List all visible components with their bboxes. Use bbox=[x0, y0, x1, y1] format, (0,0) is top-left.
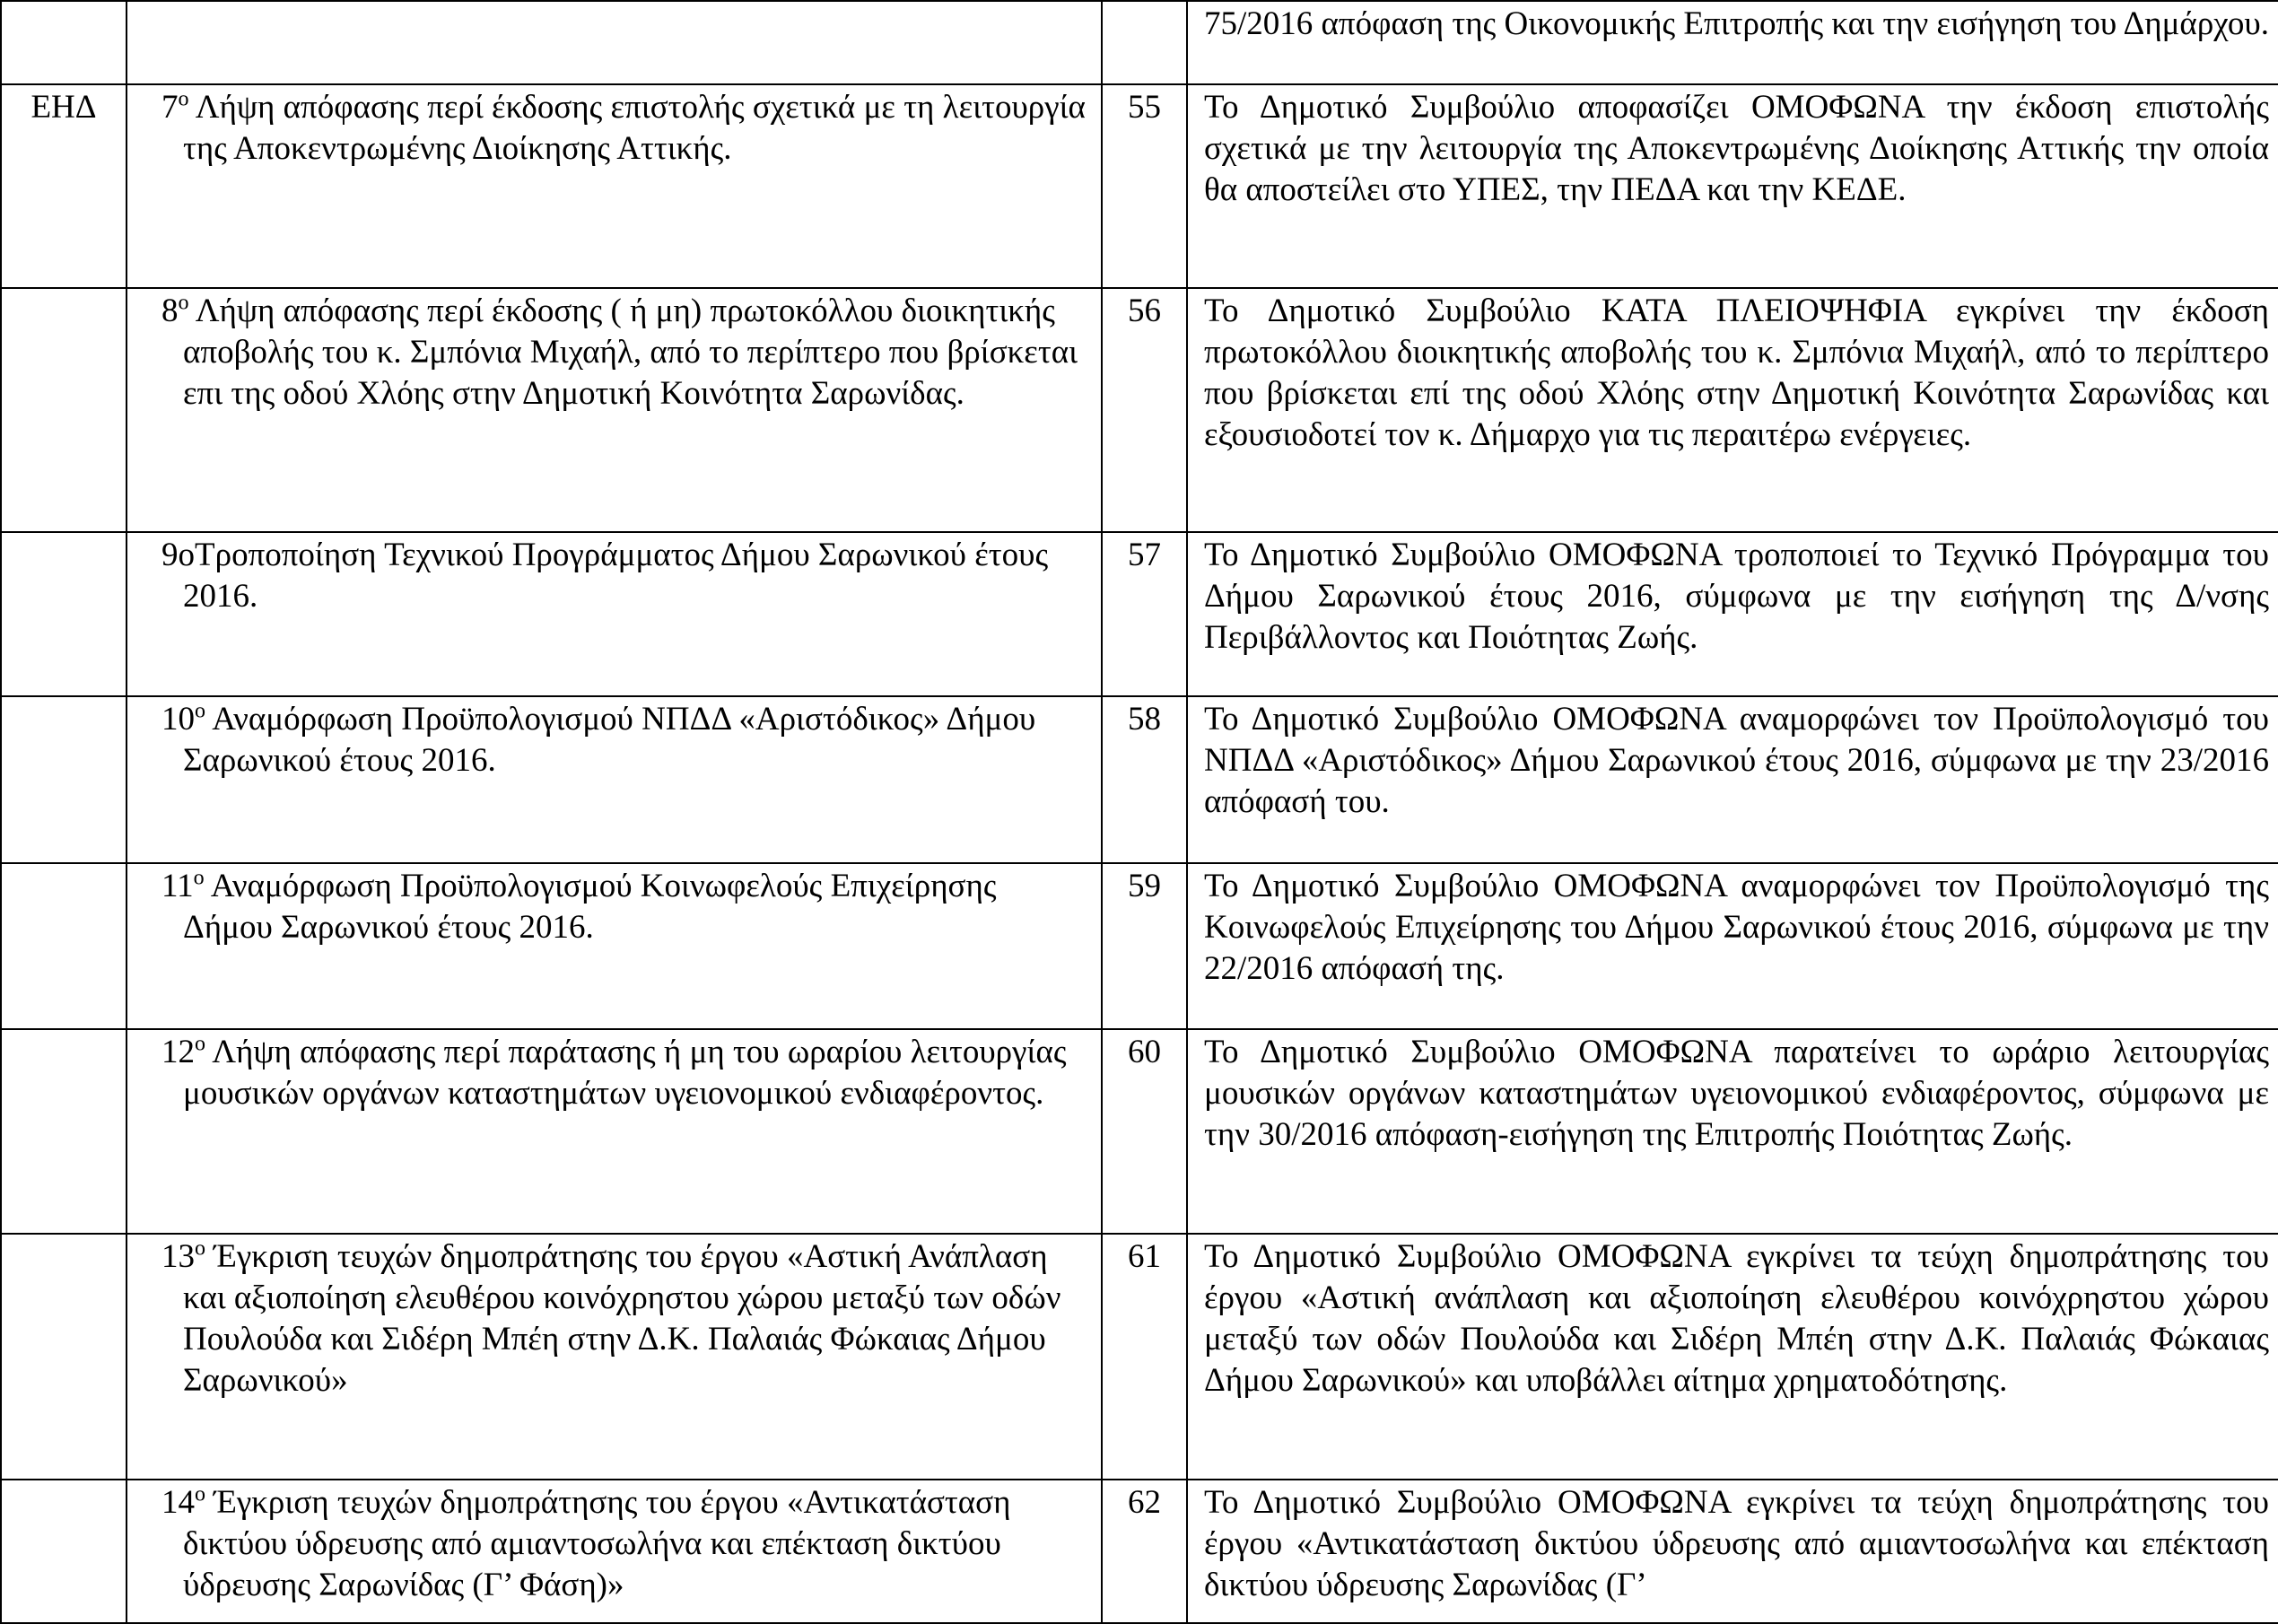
unit-cell bbox=[1, 288, 127, 532]
decision-text: Το Δημοτικό Συμβούλιο ΟΜΟΦΩΝΑ αναμορφώνει τον Προϋπολογισμό της Κοινωφελούς Επιχείρησης του Δήμου Σαρωνικού έτους 2016, σύμφωνα με την 22/2016 απόφασή της. bbox=[1204, 868, 2269, 987]
number-cell bbox=[1102, 1029, 1187, 1234]
subject-cell bbox=[127, 84, 1102, 288]
table-row bbox=[1, 1480, 2278, 1623]
item-ordinal: 8 bbox=[161, 292, 179, 329]
number-cell bbox=[1102, 1, 1187, 84]
decision-text: 75/2016 απόφαση της Οικονομικής Επιτροπής και την εισήγηση του Δημάρχου. bbox=[1204, 5, 2269, 42]
decision-cell bbox=[1187, 1480, 2278, 1623]
decision-number: 59 bbox=[1128, 868, 1161, 904]
decision-cell bbox=[1187, 1029, 2278, 1234]
decision-text: Το Δημοτικό Συμβούλιο ΟΜΟΦΩΝΑ παρατείνει το ωράριο λειτουργίας μουσικών οργάνων καταστημάτων υγειονομικού ενδιαφέροντος, σύμφωνα με την 30/2016 απόφαση-εισήγηση της Επιτροπής Ποιότητας Ζωής. bbox=[1204, 1034, 2269, 1153]
subject-label: Αναμόρφωση Προϋπολογισμού ΝΠΔΔ «Αριστόδικος» Δήμου Σαρωνικού έτους 2016. bbox=[183, 701, 1036, 779]
subject-text bbox=[149, 533, 1101, 617]
ordinal-suffix: ο bbox=[195, 1236, 205, 1261]
decision-cell bbox=[1187, 696, 2278, 863]
subject-cell bbox=[127, 1, 1102, 84]
decision-text: Το Δημοτικό Συμβούλιο αποφασίζει ΟΜΟΦΩΝΑ την έκδοση επιστολής σχετικά με την λειτουργία της Αποκεντρωμένης Διοίκησης Αττικής την οποία θα αποστείλει στο ΥΠΕΣ, την ΠΕΔΑ και την ΚΕΔΕ. bbox=[1204, 89, 2269, 208]
decision-cell bbox=[1187, 288, 2278, 532]
decision-number: 62 bbox=[1128, 1484, 1161, 1521]
unit-cell bbox=[1, 863, 127, 1029]
item-ordinal: 7 bbox=[161, 89, 179, 126]
subject-cell bbox=[127, 1480, 1102, 1623]
subject-cell bbox=[127, 288, 1102, 532]
subject-text bbox=[149, 1030, 1101, 1114]
subject-text bbox=[149, 289, 1101, 415]
decision-number: 57 bbox=[1128, 537, 1161, 573]
item-ordinal: 14 bbox=[161, 1484, 195, 1521]
decision-number: 55 bbox=[1128, 89, 1161, 126]
subject-text bbox=[149, 864, 1101, 948]
unit-label: ΕΗΔ bbox=[31, 89, 97, 126]
table-row bbox=[1, 532, 2278, 696]
table-row bbox=[1, 863, 2278, 1029]
number-cell bbox=[1102, 1234, 1187, 1480]
subject-label: Αναμόρφωση Προϋπολογισμού Κοινωφελούς Επιχείρησης Δήμου Σαρωνικού έτους 2016. bbox=[183, 868, 997, 946]
subject-cell bbox=[127, 863, 1102, 1029]
unit-cell bbox=[1, 1234, 127, 1480]
decision-number: 58 bbox=[1128, 701, 1161, 738]
unit-cell bbox=[1, 84, 127, 288]
decision-cell bbox=[1187, 1, 2278, 84]
subject-text bbox=[149, 85, 1101, 170]
item-ordinal: 13 bbox=[161, 1238, 195, 1275]
table-row bbox=[1, 84, 2278, 288]
item-ordinal: 11 bbox=[161, 868, 194, 904]
ordinal-suffix: ο bbox=[178, 291, 189, 315]
decision-cell bbox=[1187, 532, 2278, 696]
unit-cell bbox=[1, 696, 127, 863]
table-row bbox=[1, 696, 2278, 863]
subject-label: Έγκριση τευχών δημοπράτησης του έργου «Αντικατάσταση δικτύου ύδρευσης από αμιαντοσωλήνα και επέκταση δικτύου ύδρευσης Σαρωνίδας (Γ’ Φάση)» bbox=[183, 1484, 1011, 1603]
decision-cell bbox=[1187, 84, 2278, 288]
decision-number: 56 bbox=[1128, 292, 1161, 329]
ordinal-suffix: ο bbox=[195, 699, 205, 723]
unit-cell bbox=[1, 1029, 127, 1234]
ordinal-suffix: ο bbox=[195, 1032, 205, 1056]
subject-cell bbox=[127, 1234, 1102, 1480]
number-cell bbox=[1102, 84, 1187, 288]
unit-label bbox=[2, 2, 126, 4]
item-ordinal: 10 bbox=[161, 701, 195, 738]
decision-text: Το Δημοτικό Συμβούλιο ΟΜΟΦΩΝΑ εγκρίνει τα τεύχη δημοπράτησης του έργου «Αστική ανάπλαση και αξιοποίηση ελευθέρου κοινόχρηστου χώρου μεταξύ των οδών Πουλούδα και Σιδέρη Μπέη στην Δ.Κ. Παλαιάς Φώκαιας Δήμου Σαρωνικού» και υποβάλλει αίτημα χρηματοδότησης. bbox=[1204, 1238, 2269, 1399]
subject-text bbox=[149, 697, 1101, 781]
decision-text: Το Δημοτικό Συμβούλιο ΟΜΟΦΩΝΑ τροποποιεί το Τεχνικό Πρόγραμμα του Δήμου Σαρωνικού έτους 2016, σύμφωνα με την εισήγηση της Δ/νσης Περιβάλλοντος και Ποιότητας Ζωής. bbox=[1204, 537, 2269, 656]
decision-text: Το Δημοτικό Συμβούλιο ΟΜΟΦΩΝΑ εγκρίνει τα τεύχη δημοπράτησης του έργου «Αντικατάσταση δικτύου ύδρευσης από αμιαντοσωλήνα και επέκταση δικτύου ύδρευσης Σαρωνίδας (Γ’ bbox=[1204, 1484, 2269, 1603]
subject-label: Λήψη απόφασης περί έκδοσης επιστολής σχετικά με τη λειτουργία της Αποκεντρωμένης Διοίκησης Αττικής. bbox=[183, 89, 1086, 167]
subject-label: Έγκριση τευχών δημοπράτησης του έργου «Αστική Ανάπλαση και αξιοποίηση ελευθέρου κοινόχρηστου χώρου μεταξύ των οδών Πουλούδα και Σιδέρη Μπέη στην Δ.Κ. Παλαιάς Φώκαιας Δήμου Σαρωνικού» bbox=[183, 1238, 1061, 1399]
table-row bbox=[1, 1234, 2278, 1480]
number-cell bbox=[1102, 1480, 1187, 1623]
ordinal-suffix: ο bbox=[195, 1482, 205, 1506]
table-row bbox=[1, 1029, 2278, 1234]
number-cell bbox=[1102, 696, 1187, 863]
decision-text: Το Δημοτικό Συμβούλιο ΚΑΤΑ ΠΛΕΙΟΨΗΦΙΑ εγκρίνει την έκδοση πρωτοκόλλου διοικητικής αποβολής του κ. Σμπόνια Μιχαήλ, από το περίπτερο που βρίσκεται επί της οδού Χλόης στην Δημοτική Κοινότητα Σαρωνίδας και εξουσιοδοτεί τον κ. Δήμαρχο για τις περαιτέρω ενέργειες. bbox=[1204, 292, 2269, 453]
item-ordinal: 9 bbox=[161, 537, 179, 573]
ordinal-suffix: ο bbox=[178, 87, 189, 111]
item-ordinal: 12 bbox=[161, 1034, 195, 1070]
subject-text bbox=[149, 1480, 1101, 1606]
subject-cell bbox=[127, 1029, 1102, 1234]
unit-cell bbox=[1, 1, 127, 84]
subject-cell bbox=[127, 532, 1102, 696]
decision-number: 60 bbox=[1128, 1034, 1161, 1070]
number-cell bbox=[1102, 288, 1187, 532]
table-row bbox=[1, 1, 2278, 84]
unit-cell bbox=[1, 1480, 127, 1623]
unit-cell bbox=[1, 532, 127, 696]
decision-cell bbox=[1187, 863, 2278, 1029]
ordinal-suffix: ο bbox=[193, 866, 205, 890]
number-cell bbox=[1102, 863, 1187, 1029]
subject-label: οΤροποποίηση Τεχνικού Προγράμματος Δήμου Σαρωνικού έτους 2016. bbox=[178, 537, 1049, 615]
decision-text: Το Δημοτικό Συμβούλιο ΟΜΟΦΩΝΑ αναμορφώνει τον Προϋπολογισμό του ΝΠΔΔ «Αριστόδικος» Δήμου Σαρωνικού έτους 2016, σύμφωνα με την 23/2016 απόφασή του. bbox=[1204, 701, 2269, 820]
decision-cell bbox=[1187, 1234, 2278, 1480]
subject-label: Λήψη απόφασης περί έκδοσης ( ή μη) πρωτοκόλλου διοικητικής αποβολής του κ. Σμπόνια Μιχαήλ, από το περίπτερο που βρίσκεται επι της οδού Χλόης στην Δημοτική Κοινότητα Σαρωνίδας. bbox=[183, 292, 1078, 412]
subject-cell bbox=[127, 696, 1102, 863]
number-cell bbox=[1102, 532, 1187, 696]
subject-text bbox=[149, 1235, 1101, 1401]
subject-label: Λήψη απόφασης περί παράτασης ή μη του ωραρίου λειτουργίας μουσικών οργάνων καταστημάτων υγειονομικού ενδιαφέροντος. bbox=[183, 1034, 1067, 1112]
table-row bbox=[1, 288, 2278, 532]
decision-number: 61 bbox=[1128, 1238, 1161, 1275]
